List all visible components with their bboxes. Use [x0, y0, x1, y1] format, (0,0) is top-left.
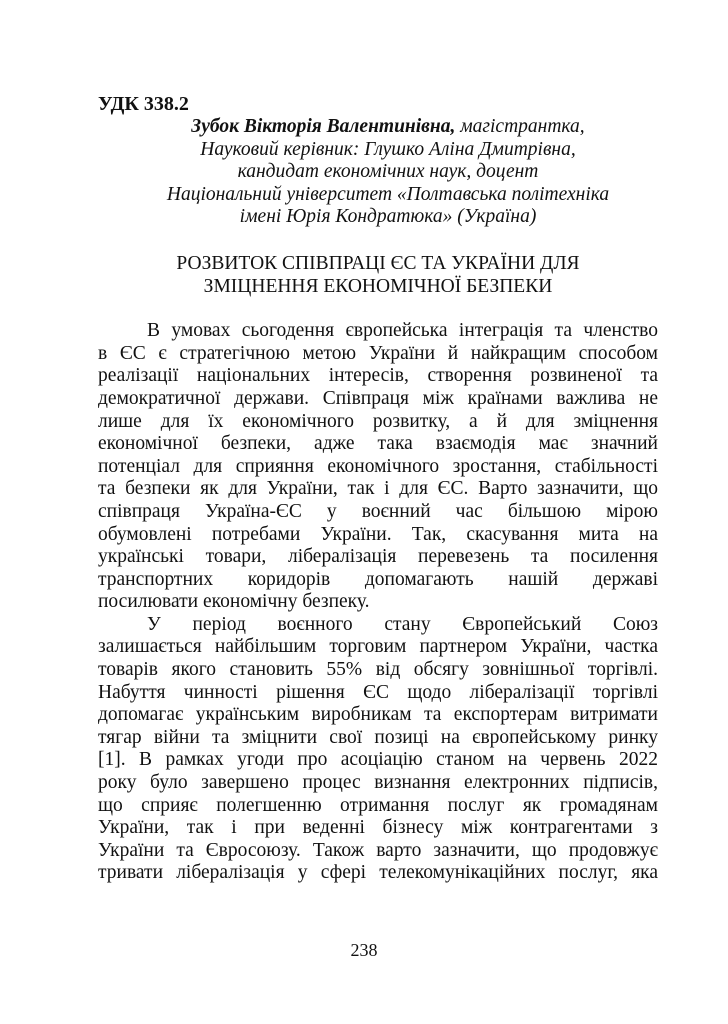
- text-line: В умовах сьогодення європейська інтеграція та членство: [147, 320, 658, 342]
- article-title: [98, 253, 658, 298]
- supervisor-degree: кандидат економічних наук, доцент: [237, 161, 539, 183]
- title-line: ЗМІЦНЕННЯ ЕКОНОМІЧНОЇ БЕЗПЕКИ: [203, 275, 553, 297]
- udc-code: УДК 338.2: [98, 93, 189, 115]
- text-line: залишається найбільшим торговим партнером України, частка: [98, 636, 658, 658]
- paragraph-1: [98, 320, 658, 614]
- text-line: року було завершено процес визнання електронних підписів,: [98, 772, 658, 794]
- text-line: реалізації національних інтересів, створення розвиненої та: [98, 365, 658, 387]
- text-line: що сприяє полегшенню отримання послуг як громадянам: [98, 794, 658, 816]
- text-line: економічної безпеки, адже така взаємодія має значний: [98, 433, 658, 455]
- author-role: магістрантка,: [455, 116, 585, 137]
- text-line: українські товари, лібералізація перевезень та посилення: [98, 546, 658, 568]
- affiliation-line-2: імені Юрія Кондратюка» (Україна): [239, 206, 537, 228]
- text-line: України та Євросоюзу. Також варто зазначити, що продовжує: [98, 839, 658, 861]
- affiliation-line-1: Національний університет «Полтавська політехніка: [166, 183, 610, 205]
- text-line: товарів якого становить 55% від обсягу зовнішньої торгівлі.: [98, 659, 658, 681]
- title-line: РОЗВИТОК СПІВПРАЦІ ЄС ТА УКРАЇНИ ДЛЯ: [176, 252, 580, 274]
- paragraph-2: [98, 614, 658, 885]
- author-line: [118, 116, 658, 139]
- text-line: транспортних коридорів допомагають нашій державі: [98, 568, 658, 590]
- text-line: тягар війни та зміцнити свої позиці на європейському ринку: [98, 726, 658, 748]
- text-line: У період воєнного стану Європейський Союз: [147, 613, 658, 635]
- page-number: 238: [350, 940, 378, 960]
- text-line: Набуття чинності рішення ЄС щодо лібералізації торгівлі: [98, 681, 658, 703]
- supervisor-line: Науковий керівник: Глушко Аліна Дмитрівна,: [200, 138, 576, 160]
- text-line: [1]. В рамках угоди про асоціацію станом на червень 2022: [98, 749, 658, 771]
- text-line: демократичної держави. Співпраця між країнами важлива не: [98, 387, 658, 409]
- text-line: лише для їх економічного розвитку, а й для зміцнення: [98, 410, 658, 432]
- document-page: [98, 92, 658, 885]
- author-name: Зубок Вікторія Валентинівна,: [191, 116, 456, 137]
- text-line: посилювати економічну безпеку.: [98, 591, 370, 613]
- text-line: потенціал для сприяння економічного зростання, стабільності: [98, 455, 658, 477]
- text-line: обумовлені потребами України. Так, скасування мита на: [98, 523, 658, 545]
- text-line: в ЄС є стратегічною метою України й найкращим способом: [98, 342, 658, 364]
- text-line: тривати лібералізація у сфері телекомунікаційних послуг, яка: [98, 862, 658, 884]
- article-body: [98, 320, 658, 885]
- text-line: співпраця Україна-ЄС у воєнний час більшою мірою: [98, 500, 658, 522]
- author-block: [98, 116, 658, 229]
- text-line: України, так і при веденні бізнесу між контрагентами з: [98, 817, 658, 839]
- text-line: та безпеки як для України, так і для ЄС. Варто зазначити, що: [98, 478, 658, 500]
- text-line: допомагає українським виробникам та експортерам витримати: [98, 704, 658, 726]
